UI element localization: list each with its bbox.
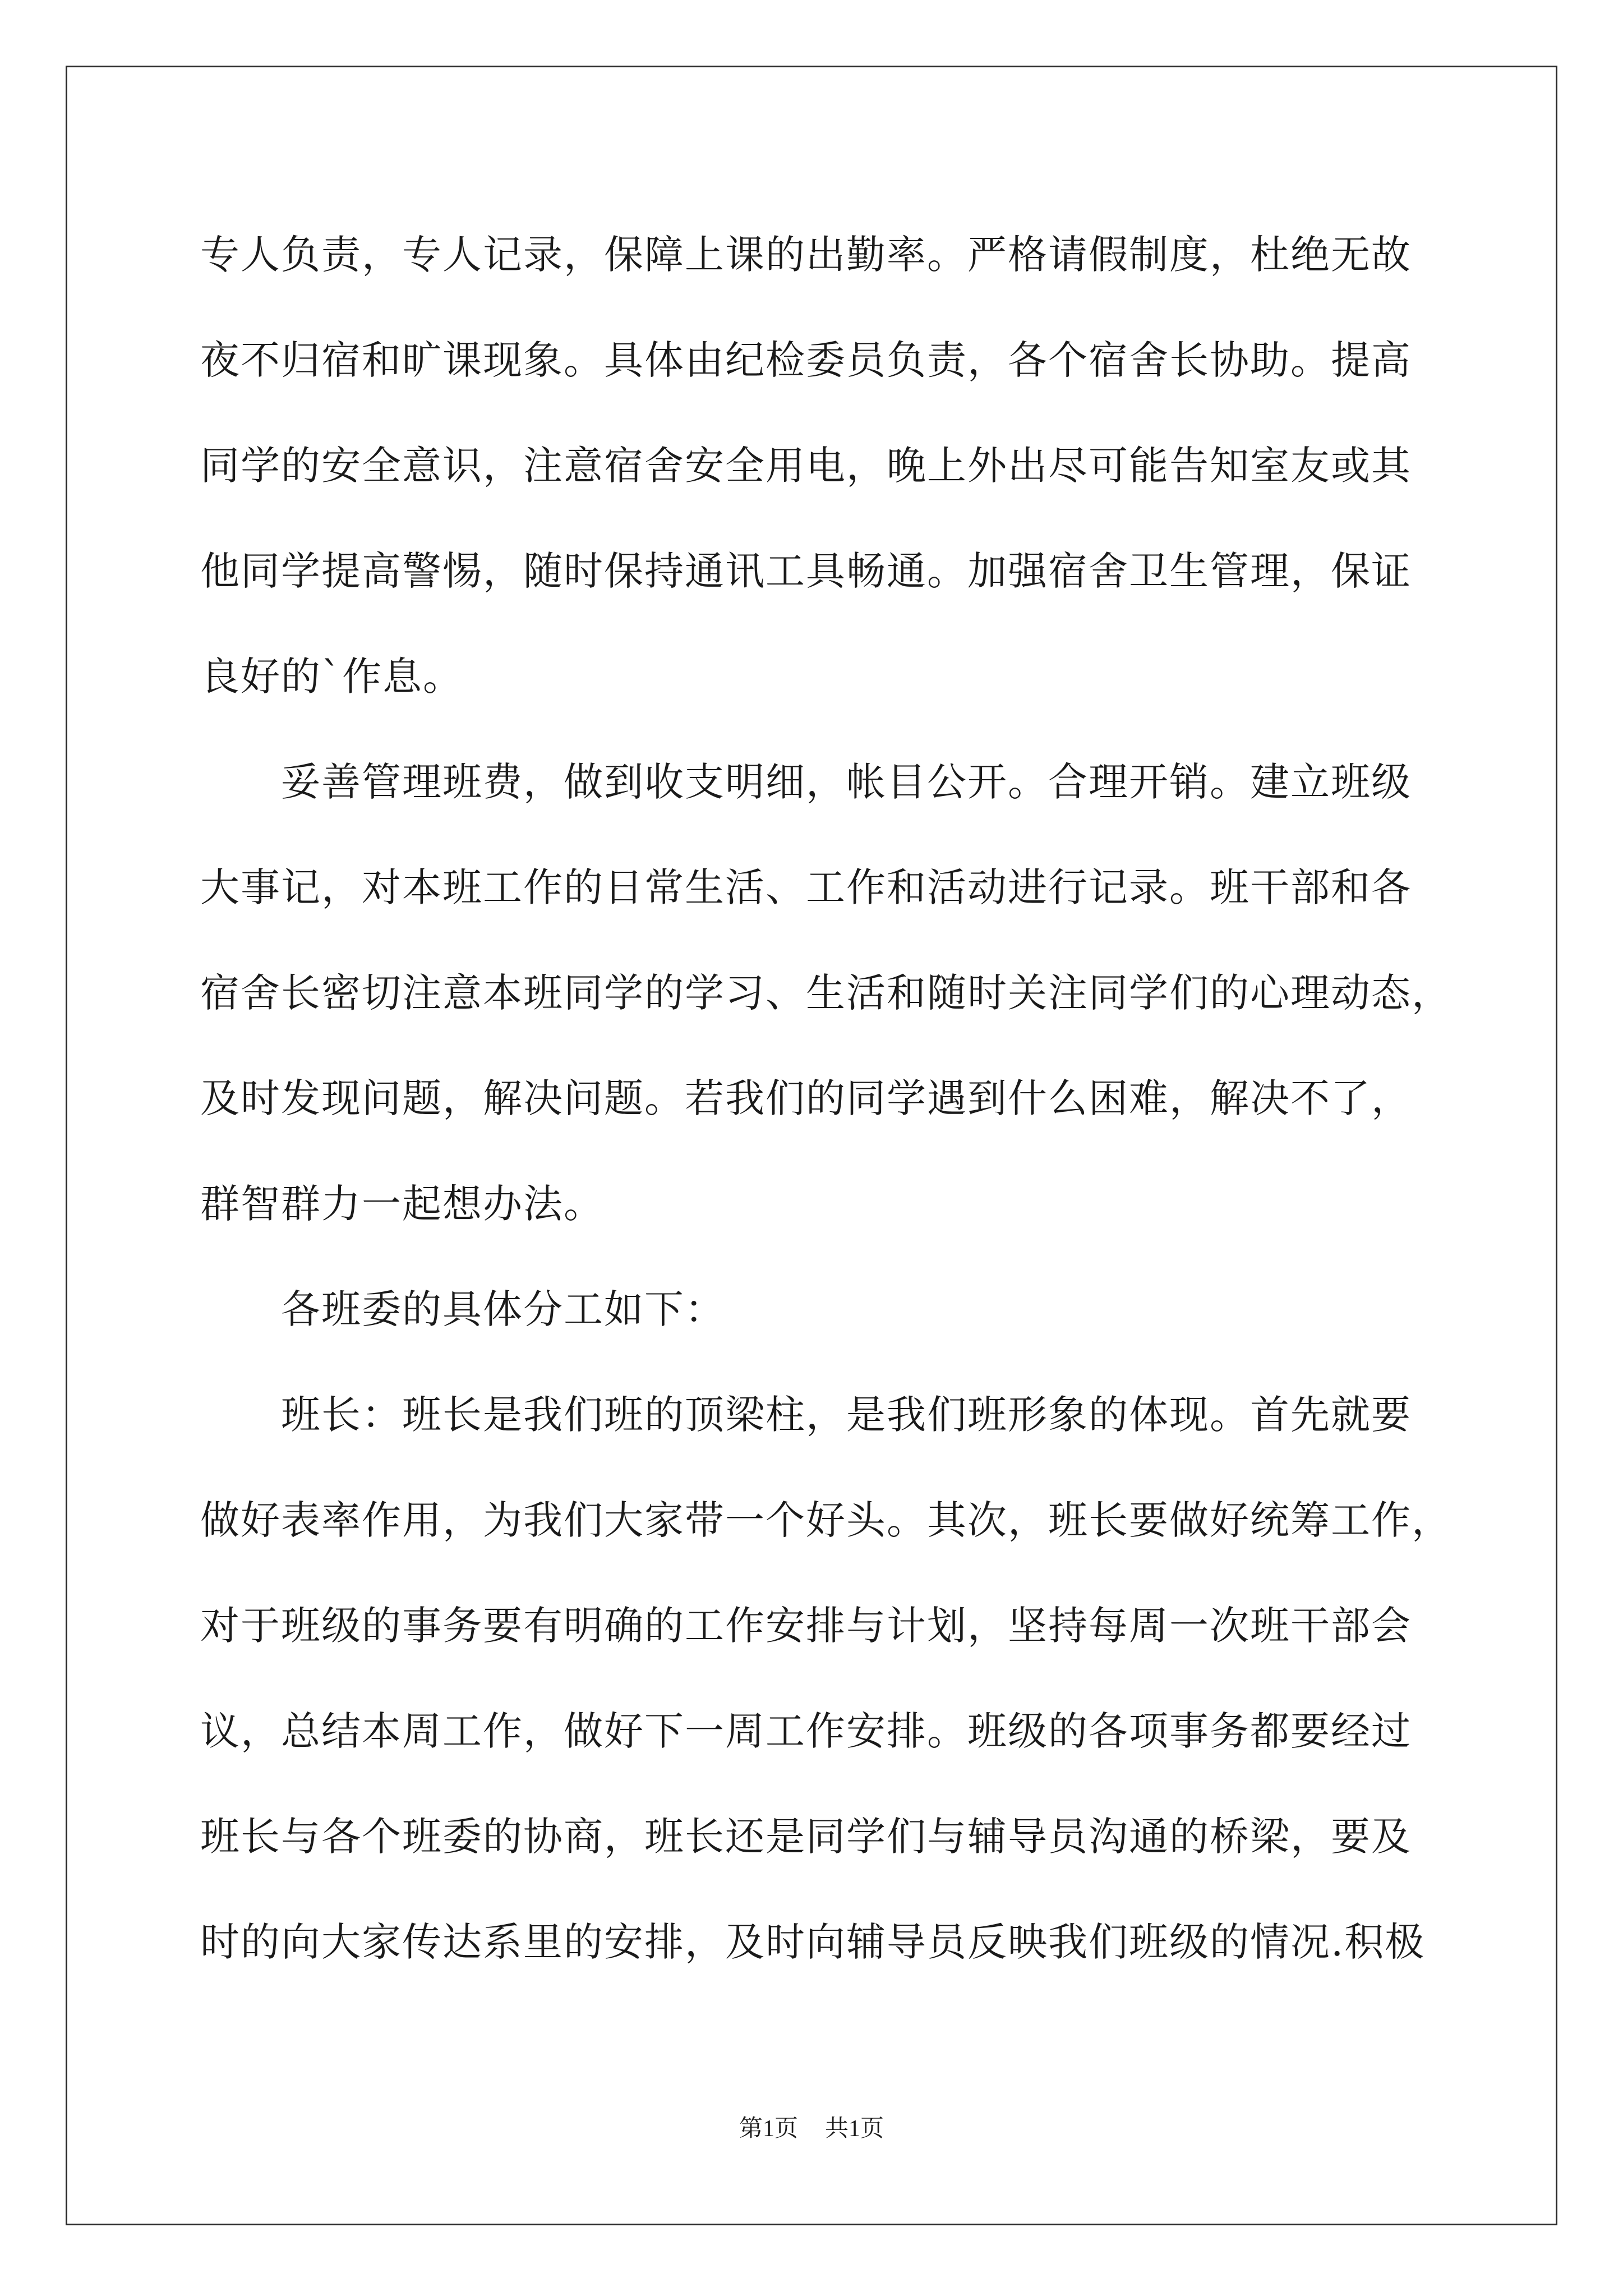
text-line: 班长：班长是我们班的顶梁柱，是我们班形象的体现。首先就要 xyxy=(281,1392,1412,1438)
paragraph xyxy=(200,202,1434,729)
text-line: 夜不归宿和旷课现象。具体由纪检委员负责，各个宿舍长协助。提高 xyxy=(200,337,1412,383)
text-line: 良好的`作息。 xyxy=(200,654,463,700)
text-line: 各班委的具体分工如下： xyxy=(281,1286,725,1332)
paragraph xyxy=(200,729,1452,1257)
text-line: 对于班级的事务要有明确的工作安排与计划，坚持每周一次班干部会 xyxy=(200,1603,1412,1649)
text-line: 时的向大家传达系里的安排，及时向辅导员反映我们班级的情况.积极 xyxy=(200,1919,1426,1965)
text-line: 及时发现问题，解决问题。若我们的同学遇到什么困难，解决不了， xyxy=(200,1075,1412,1121)
document-body xyxy=(200,202,1452,1995)
page-total: 共1页 xyxy=(825,2116,884,2142)
page-number: 第1页 xyxy=(739,2116,798,2142)
text-line: 议，总结本周工作，做好下一周工作安排。班级的各项事务都要经过 xyxy=(200,1708,1412,1754)
text-line: 做好表率作用，为我们大家带一个好头。其次，班长要做好统筹工作， xyxy=(200,1497,1452,1543)
text-line: 群智群力一起想办法。 xyxy=(200,1181,604,1227)
text-line: 妥善管理班费，做到收支明细，帐目公开。合理开销。建立班级 xyxy=(281,759,1412,805)
paragraph xyxy=(200,1362,1452,1995)
text-line: 同学的安全意识，注意宿舍安全用电，晚上外出尽可能告知室友或其 xyxy=(200,443,1412,489)
text-line: 班长与各个班委的协商，班长还是同学们与辅导员沟通的桥梁，要及 xyxy=(200,1814,1412,1860)
text-line: 他同学提高警惕，随时保持通讯工具畅通。加强宿舍卫生管理，保证 xyxy=(200,548,1412,594)
page-footer xyxy=(0,2112,1623,2146)
paragraph xyxy=(200,1257,1434,1362)
text-line: 大事记，对本班工作的日常生活、工作和活动进行记录。班干部和各 xyxy=(200,864,1412,910)
text-line: 专人负责，专人记录，保障上课的出勤率。严格请假制度，杜绝无故 xyxy=(200,232,1412,278)
text-line: 宿舍长密切注意本班同学的学习、生活和随时关注同学们的心理动态， xyxy=(200,970,1452,1016)
